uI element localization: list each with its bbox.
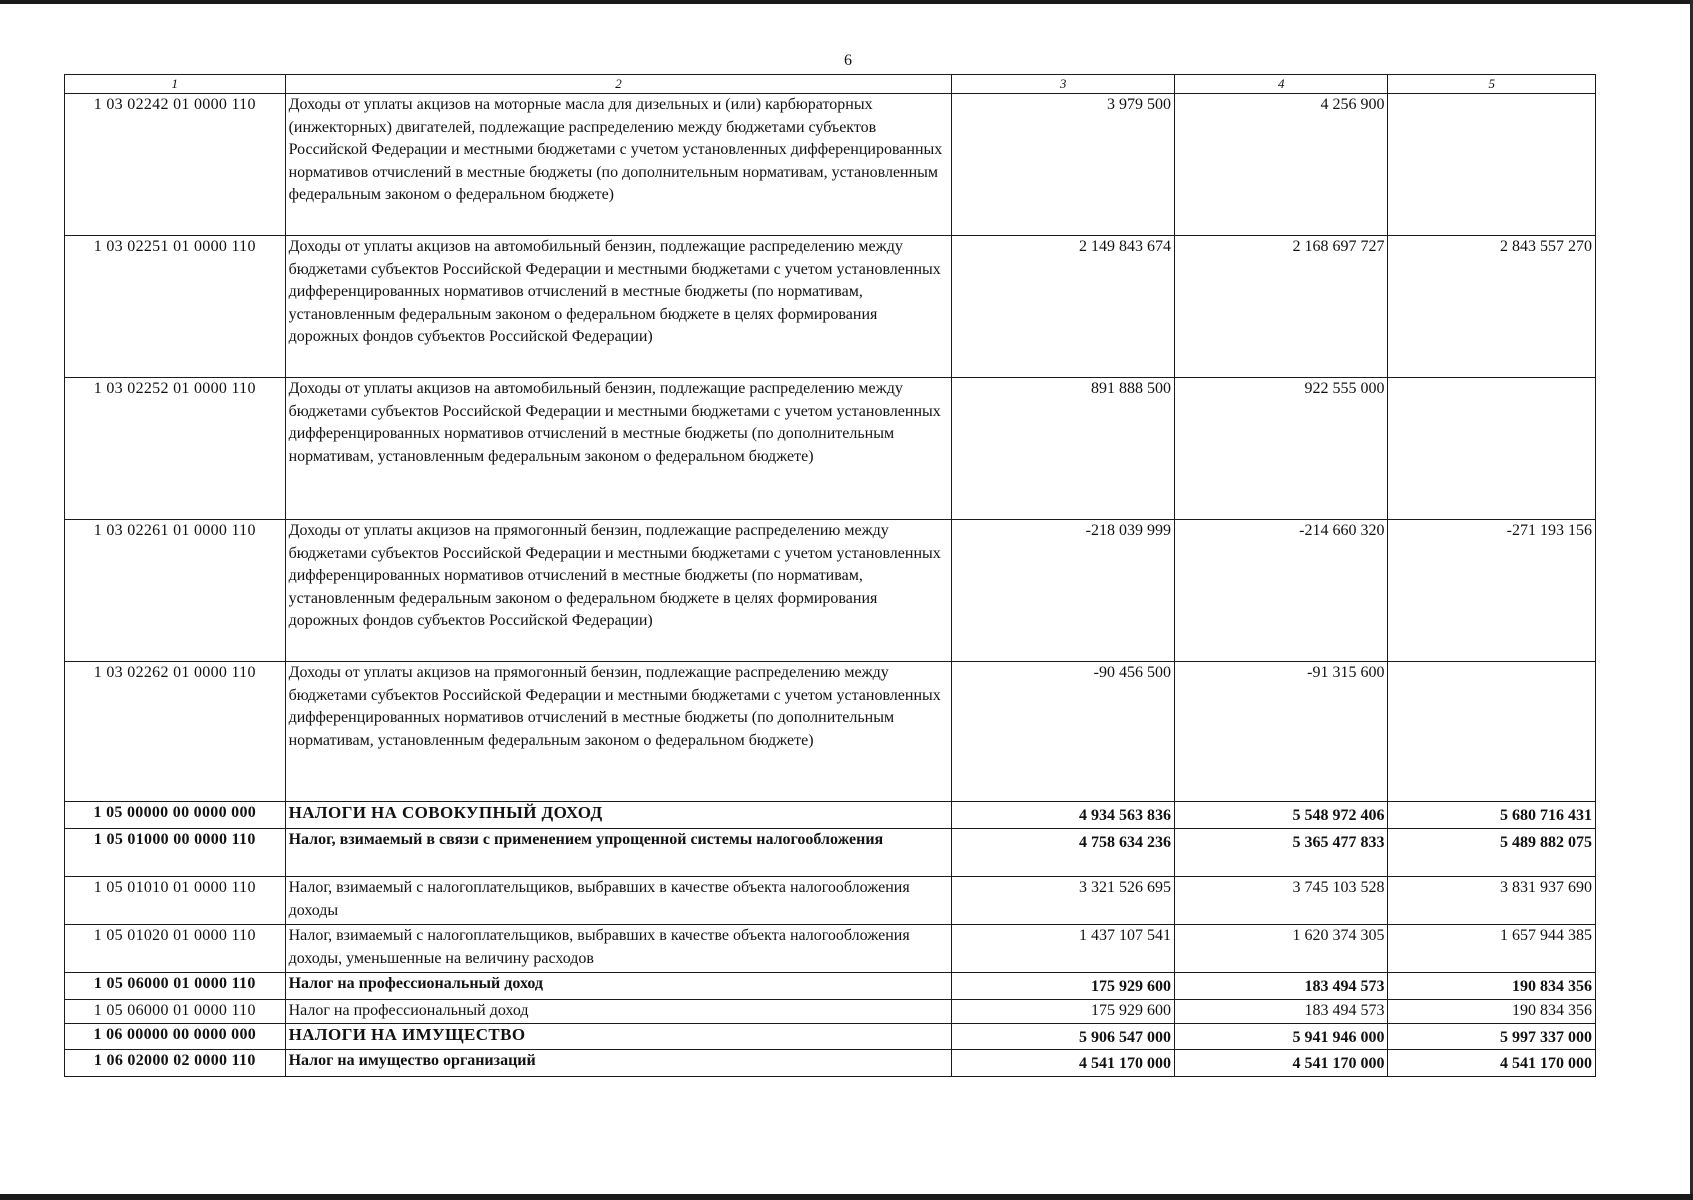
value-col-3: 4 758 634 236 [952,829,1175,877]
value-col-5: 1 657 944 385 [1388,925,1596,973]
value-col-4: -91 315 600 [1174,662,1388,802]
value-col-3: 891 888 500 [952,378,1175,520]
value-col-4: 5 941 946 000 [1174,1023,1388,1050]
revenue-name: НАЛОГИ НА СОВОКУПНЫЙ ДОХОД [285,802,952,829]
value-col-3: 175 929 600 [952,999,1175,1023]
table-row-section [65,802,1596,829]
value-col-5: 5 680 716 431 [1388,802,1596,829]
revenue-name: Налог на профессиональный доход [285,999,952,1023]
revenue-name: Доходы от уплаты акцизов на моторные масла для дизельных и (или) карбюраторных (инжекторных) двигателей, подлежащие распределению между бюджетами субъектов Российской Федерации и местными бюджетами с учетом установленных дифференцированных нормативов отчислений в местные бюджеты (по дополнительным нормативам, установленным федеральным законом о федеральном бюджете) [285,94,952,236]
table-row [65,877,1596,925]
value-col-3: 3 979 500 [952,94,1175,236]
value-col-3: -90 456 500 [952,662,1175,802]
value-col-3: 1 437 107 541 [952,925,1175,973]
column-header-4: 4 [1174,75,1388,94]
budget-code: 1 05 01000 00 0000 110 [65,829,286,877]
value-col-4: 1 620 374 305 [1174,925,1388,973]
revenue-name: Доходы от уплаты акцизов на автомобильный бензин, подлежащие распределению между бюджетами субъектов Российской Федерации и местными бюджетами с учетом установленных дифференцированных нормативов отчислений в местные бюджеты (по дополнительным нормативам, установленным федеральным законом о федеральном бюджете) [285,378,952,520]
revenue-name: Доходы от уплаты акцизов на автомобильный бензин, подлежащие распределению между бюджетами субъектов Российской Федерации и местными бюджетами с учетом установленных дифференцированных нормативов отчислений в местные бюджеты (по нормативам, установленным федеральным законом о федеральном бюджете в целях формирования дорожных фондов субъектов Российской Федерации) [285,236,952,378]
value-col-3: 175 929 600 [952,973,1175,1000]
page-number: 6 [844,52,852,69]
budget-code: 1 03 02252 01 0000 110 [65,378,286,520]
scan-border-bottom [0,1194,1693,1200]
table-row [65,520,1596,662]
value-col-5 [1388,662,1596,802]
table-row [65,999,1596,1023]
table-row [65,94,1596,236]
budget-code: 1 06 02000 02 0000 110 [65,1050,286,1077]
value-col-5: 3 831 937 690 [1388,877,1596,925]
column-header-2: 2 [285,75,952,94]
value-col-4: 5 548 972 406 [1174,802,1388,829]
revenue-name: НАЛОГИ НА ИМУЩЕСТВО [285,1023,952,1050]
revenue-table [64,74,1596,1077]
value-col-5: 4 541 170 000 [1388,1050,1596,1077]
value-col-3: -218 039 999 [952,520,1175,662]
scan-border-top [0,0,1693,4]
budget-code: 1 05 01020 01 0000 110 [65,925,286,973]
value-col-3: 4 934 563 836 [952,802,1175,829]
column-header-1: 1 [65,75,286,94]
value-col-5: 190 834 356 [1388,973,1596,1000]
value-col-4: 2 168 697 727 [1174,236,1388,378]
table-row-subtotal [65,973,1596,1000]
budget-code: 1 05 01010 01 0000 110 [65,877,286,925]
table-header-row [65,75,1596,94]
budget-code: 1 05 00000 00 0000 000 [65,802,286,829]
table-row [65,378,1596,520]
value-col-3: 2 149 843 674 [952,236,1175,378]
revenue-name: Налог, взимаемый в связи с применением упрощенной системы налогообложения [285,829,952,877]
revenue-name: Доходы от уплаты акцизов на прямогонный бензин, подлежащие распределению между бюджетами субъектов Российской Федерации и местными бюджетами с учетом установленных дифференцированных нормативов отчислений в местные бюджеты (по дополнительным нормативам, установленным федеральным законом о федеральном бюджете) [285,662,952,802]
value-col-5 [1388,94,1596,236]
value-col-4: -214 660 320 [1174,520,1388,662]
value-col-4: 183 494 573 [1174,999,1388,1023]
budget-code: 1 05 06000 01 0000 110 [65,999,286,1023]
value-col-3: 4 541 170 000 [952,1050,1175,1077]
budget-code: 1 03 02251 01 0000 110 [65,236,286,378]
budget-code: 1 03 02261 01 0000 110 [65,520,286,662]
revenue-name: Налог на профессиональный доход [285,973,952,1000]
value-col-3: 3 321 526 695 [952,877,1175,925]
value-col-4: 4 541 170 000 [1174,1050,1388,1077]
revenue-name: Доходы от уплаты акцизов на прямогонный бензин, подлежащие распределению между бюджетами субъектов Российской Федерации и местными бюджетами с учетом установленных дифференцированных нормативов отчислений в местные бюджеты (по нормативам, установленным федеральным законом о федеральном бюджете в целях формирования дорожных фондов субъектов Российской Федерации) [285,520,952,662]
value-col-5: 190 834 356 [1388,999,1596,1023]
value-col-5: -271 193 156 [1388,520,1596,662]
value-col-5 [1388,378,1596,520]
revenue-name: Налог, взимаемый с налогоплательщиков, выбравших в качестве объекта налогообложения доходы [285,877,952,925]
value-col-5: 2 843 557 270 [1388,236,1596,378]
value-col-4: 3 745 103 528 [1174,877,1388,925]
value-col-4: 4 256 900 [1174,94,1388,236]
table-row [65,662,1596,802]
table-row [65,236,1596,378]
revenue-name: Налог, взимаемый с налогоплательщиков, выбравших в качестве объекта налогообложения доходы, уменьшенные на величину расходов [285,925,952,973]
value-col-3: 5 906 547 000 [952,1023,1175,1050]
value-col-5: 5 489 882 075 [1388,829,1596,877]
revenue-name: Налог на имущество организаций [285,1050,952,1077]
budget-code: 1 05 06000 01 0000 110 [65,973,286,1000]
budget-code: 1 06 00000 00 0000 000 [65,1023,286,1050]
column-header-3: 3 [952,75,1175,94]
budget-code: 1 03 02262 01 0000 110 [65,662,286,802]
table-row [65,925,1596,973]
table-row-subtotal [65,829,1596,877]
budget-code: 1 03 02242 01 0000 110 [65,94,286,236]
value-col-5: 5 997 337 000 [1388,1023,1596,1050]
value-col-4: 183 494 573 [1174,973,1388,1000]
value-col-4: 5 365 477 833 [1174,829,1388,877]
value-col-4: 922 555 000 [1174,378,1388,520]
table-row-section [65,1023,1596,1050]
table-row-subtotal [65,1050,1596,1077]
column-header-5: 5 [1388,75,1596,94]
